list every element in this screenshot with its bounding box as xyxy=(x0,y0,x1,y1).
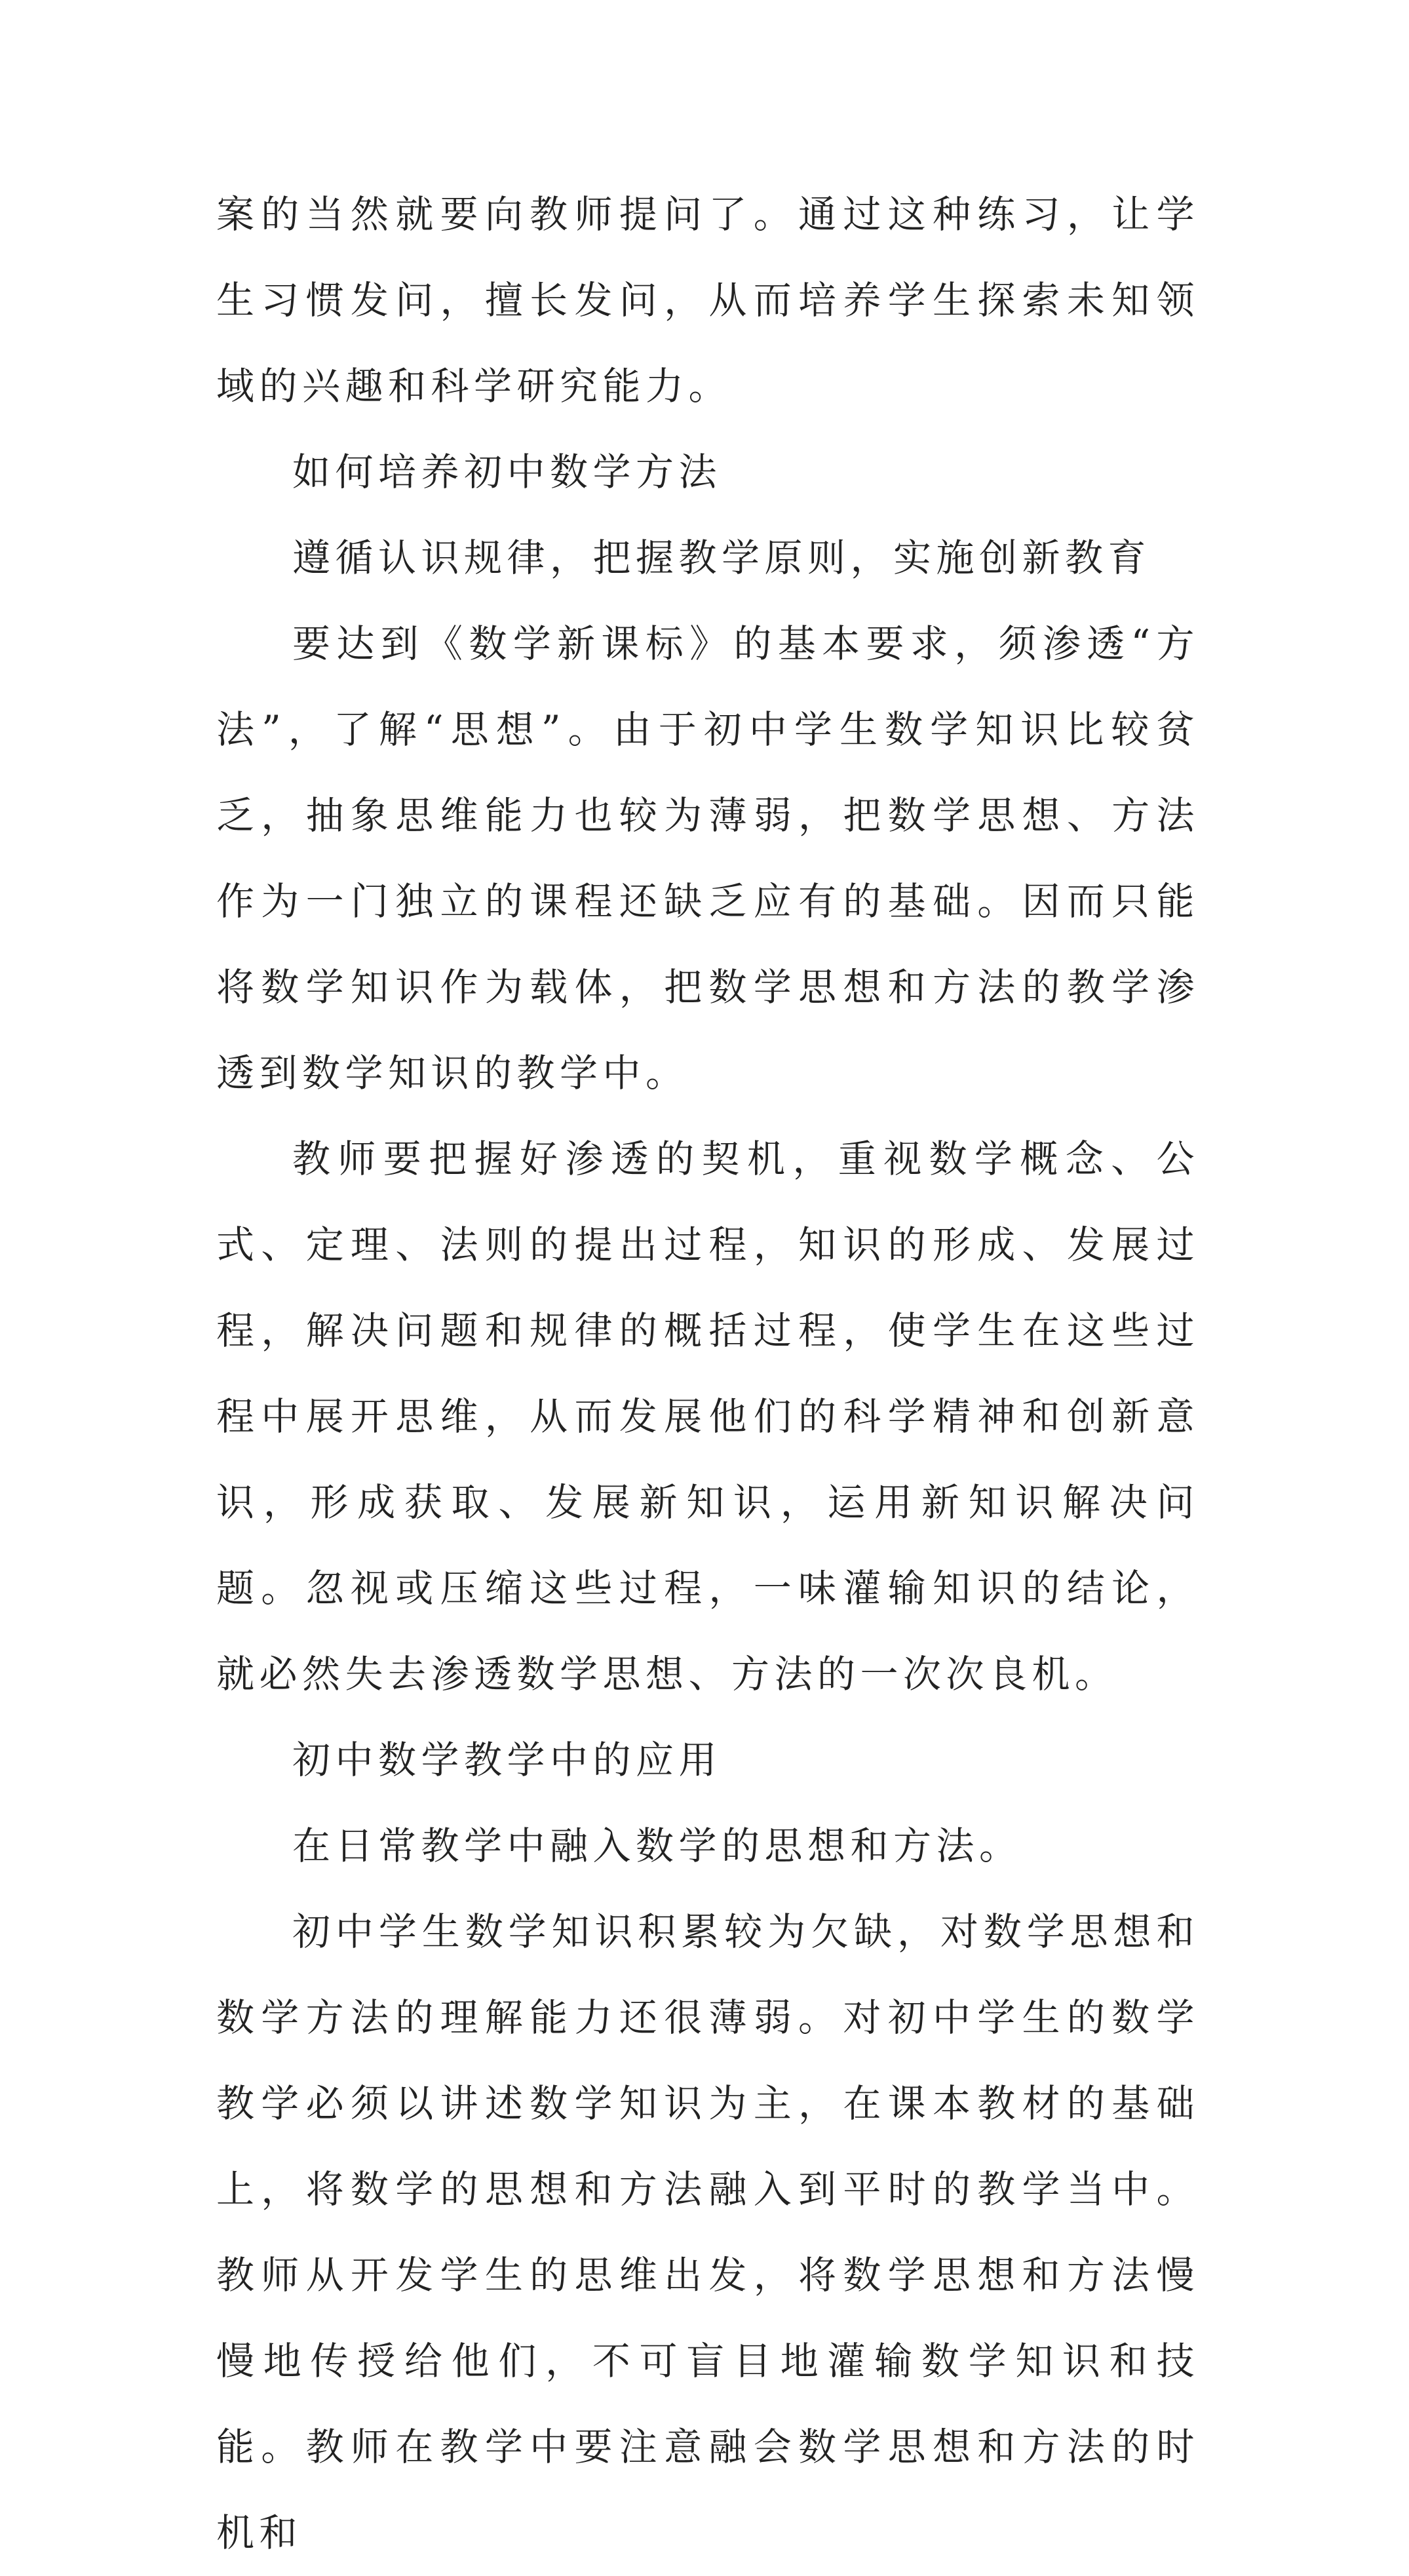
paragraph-1: 案的当然就要向教师提问了。通过这种练习，让学生习惯发问，擅长发问，从而培养学生探索未知领域的兴趣和科学研究能力。 xyxy=(216,192,1199,408)
document-body xyxy=(216,172,1199,2576)
paragraph-6-heading: 初中数学教学中的应用 xyxy=(292,1738,722,1782)
paragraph-8: 初中学生数学知识积累较为欠缺，对数学思想和数学方法的理解能力还很薄弱。对初中学生的数学教学必须以讲述数学知识为主，在课本教材的基础上，将数学的思想和方法融入到平时的教学当中。教师从开发学生的思维出发，将数学思想和方法慢慢地传授给他们，不可盲目地灌输数学知识和技能。教师在教学中要注意融会数学思想和方法的时机和 xyxy=(216,1909,1199,2555)
paragraph-4: 要达到《数学新课标》的基本要求，须渗透“方法”，了解“思想”。由于初中学生数学知识比较贫乏，抽象思维能力也较为薄弱，把数学思想、方法作为一门独立的课程还缺乏应有的基础。因而只能将数学知识作为载体，把数学思想和方法的教学渗透到数学知识的教学中。 xyxy=(216,621,1199,1095)
paragraph-3-subheading: 遵循认识规律，把握教学原则，实施创新教育 xyxy=(292,536,1151,580)
paragraph-7-subheading: 在日常教学中融入数学的思想和方法。 xyxy=(292,1824,1022,1868)
paragraph-5: 教师要把握好渗透的契机，重视数学概念、公式、定理、法则的提出过程，知识的形成、发展过程，解决问题和规律的概括过程，使学生在这些过程中展开思维，从而发展他们的科学精神和创新意识，形成获取、发展新知识，运用新知识解决问题。忽视或压缩这些过程，一味灌输知识的结论，就必然失去渗透数学思想、方法的一次次良机。 xyxy=(216,1137,1199,1696)
paragraph-2-heading: 如何培养初中数学方法 xyxy=(292,450,722,494)
